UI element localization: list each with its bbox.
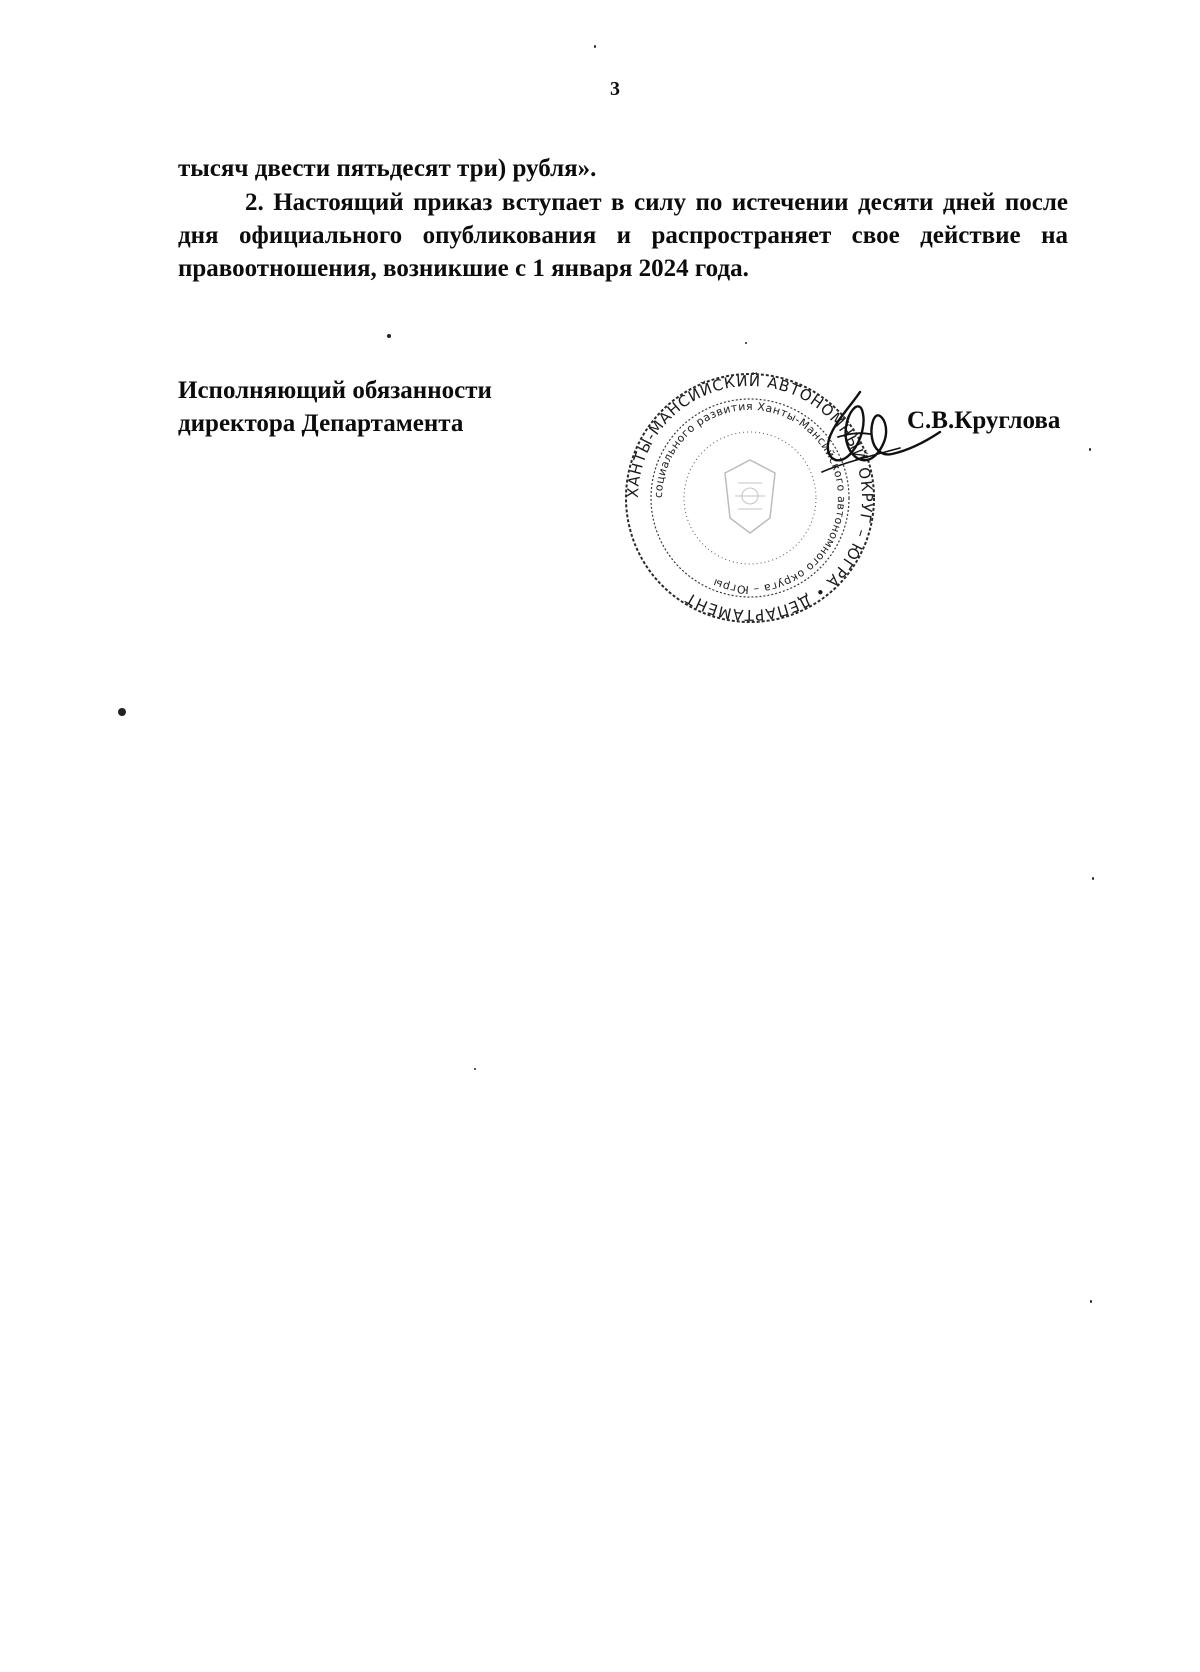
scan-speck xyxy=(1089,448,1091,451)
signatory-name: С.В.Круглова xyxy=(907,407,1061,434)
handwritten-signature xyxy=(800,382,950,492)
stamp-outer-text: ХАНТЫ-МАНСИЙСКИЙ АВТОНОМНЫЙ ОКРУГ – ЮГРА • ДЕПАРТАМЕНТ xyxy=(623,371,877,625)
page-number: 3 xyxy=(610,78,620,100)
signatory-title-line1: Исполняющий обязанности xyxy=(178,377,492,404)
stamp-inner-text: социального развития Ханты-Мансийского автономного округа – Югры xyxy=(651,399,849,597)
signatory-title-line2: директора Департамента xyxy=(178,410,464,437)
scan-speck xyxy=(745,342,747,344)
scan-speck xyxy=(1092,877,1094,880)
paragraph-2: 2. Настоящий приказ вступает в силу по истечении десяти дней после дня официального опубликования и распространяет свое действие на правоотношения, возникшие с 1 января 2024 года. xyxy=(178,189,1068,282)
scan-speck xyxy=(1090,1300,1092,1303)
scan-speck xyxy=(387,334,391,338)
scan-speck xyxy=(118,708,126,716)
scan-speck xyxy=(474,1068,476,1070)
signatory-title xyxy=(178,374,538,440)
text-line-continuation: тысяч двести пятьдесят три) рубля». xyxy=(178,155,597,182)
scan-speck xyxy=(594,45,596,48)
stamp-emblem xyxy=(725,460,775,533)
